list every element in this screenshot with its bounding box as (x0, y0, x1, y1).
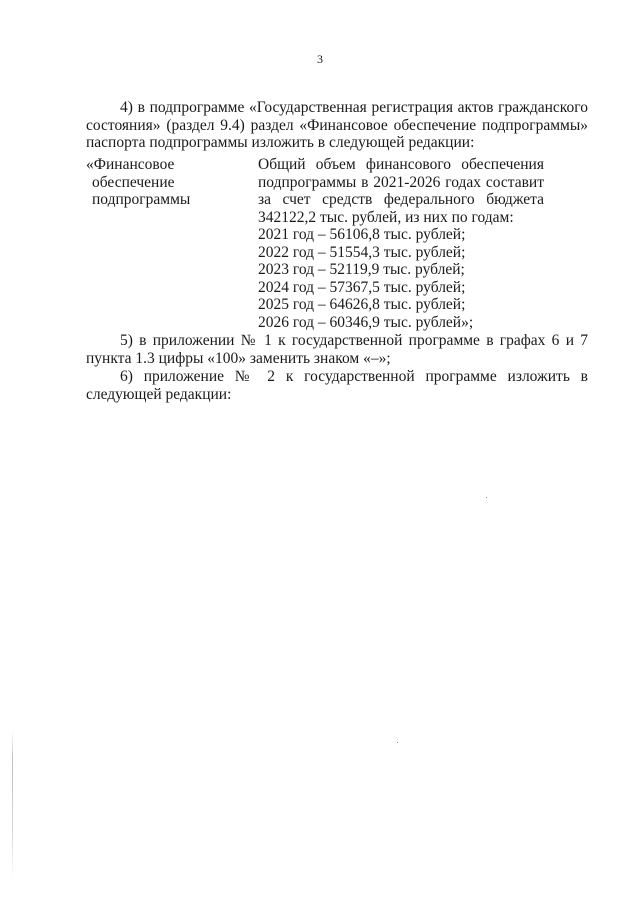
financing-year-line: 2022 год – 51554,3 тыс. рублей; (258, 243, 466, 261)
financing-year-line: 2024 год – 57367,5 тыс. рублей; (258, 278, 466, 296)
paragraph-4: 4) в подпрограмме «Государственная регистрация актов гражданского состояния» (раздел 9.4) раздел «Финансовое обеспечение подпрограммы» паспорта подпрограммы изложить в следующей редакции: (86, 99, 588, 151)
financing-content (258, 156, 544, 331)
paragraph-6: 6) приложение № 2 к государственной программе изложить в следующей редакции: (86, 368, 588, 403)
scan-speck (486, 497, 487, 498)
financing-year-line: 2021 год – 56106,8 тыс. рублей; (258, 226, 466, 243)
scan-speck (397, 742, 398, 743)
financing-year-line: 2025 год – 64626,8 тыс. рублей; (258, 296, 466, 313)
financing-label-line: подпрограммы (92, 191, 191, 208)
paragraph-5: 5) в приложении № 1 к государственной программе в графах 6 и 7 пункта 1.3 цифры «100» заменить знаком «–»; (86, 332, 588, 367)
financing-label-line: «Финансовое (86, 156, 175, 173)
financing-label-line: обеспечение (92, 173, 175, 191)
scan-edge-mark (12, 730, 13, 880)
page-number: 3 (317, 52, 323, 66)
financing-year-line: 2026 год – 60346,9 тыс. рублей»; (258, 313, 474, 331)
financing-description: Общий объем финансового обеспечения подпрограммы в 2021-2026 годах составит за счет средств федерального бюджета 342122,2 тыс. рублей, из них по годам: (258, 156, 544, 226)
financing-label (86, 156, 206, 209)
financing-year-line: 2023 год – 52119,9 тыс. рублей; (258, 261, 465, 278)
